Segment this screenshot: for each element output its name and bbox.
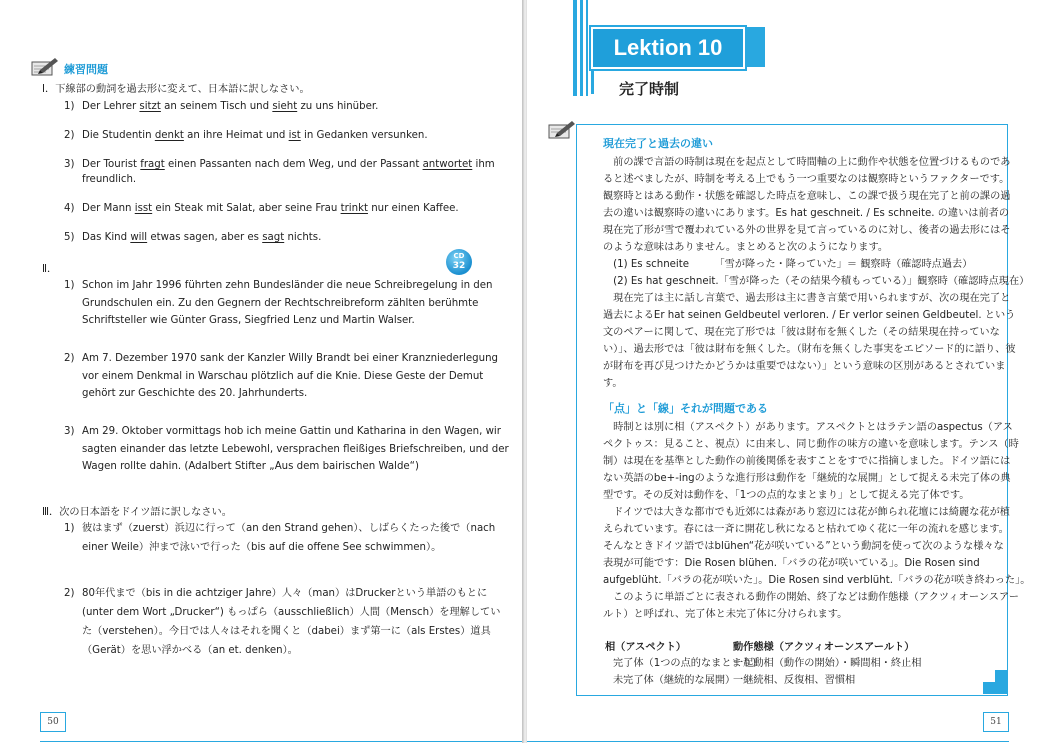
decor-bar [573,0,577,96]
frame-corner [983,682,1007,694]
paragraph-line: 過去によるEr hat seinen Geldbeutel verloren. / Er verlor seinen Geldbeutel. という [603,310,1016,321]
exercise-sentence [82,99,378,114]
table-row1-col2: 一起動相（動作の開始）・瞬間相・終止相 [733,658,922,669]
item-number: 3) [64,159,75,170]
paragraph-line: 制）は現在を基準とした動作の前後関係を表すことをすでに指摘しました。ドイツ語には [603,456,1011,467]
decor-bar [586,0,588,96]
underlined-verb: isst [134,203,153,214]
underlined-verb: denkt [154,130,184,141]
table-col2-header: 動作態様（アクツィオーンスアールト） [733,642,915,653]
text-line: （Gerät）を思い浮かべる（an et. denken）。 [82,645,298,656]
text-line: gehört zur Geschichte des 20. Jahrhunderts. [82,388,308,399]
exercise-sentence-cont: freundlich. [82,174,137,185]
exercise-title: 練習問題 [64,63,108,76]
paragraph-line: 観察時とはある動作・状態を確認した時点を意味し、この課で扱う現在完了と前の課の過 [603,191,1011,202]
sentence-fragment: ein Steak mit Salat, aber seine Frau [152,203,341,214]
sentence-fragment: an seinem Tisch und [160,101,273,112]
sentence-fragment: Der Tourist [82,159,141,170]
table-row2-col1: 未完了体（継続的な展開） [613,675,736,686]
text-line: た（verstehen）。今日では人々はそれを聞くと（dabei）まず第一に（als Erstes）道具 [82,626,491,637]
exercise-sentence [82,201,459,216]
section3-heading: Ⅲ．次の日本語をドイツ語に訳しなさい。 [42,507,232,518]
paragraph-line: ると述べましたが、時制を考える上でもう一つ重要なのは観察時というファクターです。 [603,174,1010,185]
paragraph-line: 前の課で言語の時制は現在を起点として時間軸の上に動作や状態を位置づけるものであ [603,157,1011,168]
sentence-fragment: Der Mann [82,203,135,214]
table-row1-col1: 完了体（1つの点的なまとまり） [613,658,763,669]
frame-corner [995,670,1007,682]
underlined-verb: antwortet [422,159,473,170]
sentence-fragment: etwas sagen, aber es [147,232,263,243]
section2-body [603,419,1030,623]
paragraph-line: ルト）と呼ばれ、完了体と未完了体に分けられます。 [603,609,848,620]
sentence-fragment: einen Passanten nach dem Weg, und der Passant [164,159,423,170]
text-line: Schriftsteller wie Günter Grass, Siegfried Lenz und Martin Walser. [82,315,415,326]
paragraph-line: ペクトゥス：見ること、視点）に由来し、同じ動作の味方の違いを意味します。テンス（時 [603,439,1019,450]
paragraph-line: このように単語ごとに表される動作の開始、終了などは動作態様（アクツィオーンスアー [603,592,1019,603]
item-number: 2) [64,588,75,599]
cd-track-badge[interactable] [446,249,472,275]
sentence-fragment: nichts. [284,232,322,243]
decor-bar [591,68,594,94]
lesson-title: Lektion 10 [591,27,745,69]
section2-heading: Ⅱ． [42,264,58,275]
text-line: (unter dem Wort „Drucker“) もっぱら（ausschließlich）人間（Mensch）を理解してい [82,607,501,618]
item-number: 2) [64,353,75,364]
item-number: 1) [64,523,75,534]
paragraph-line: 去の違いは観察時の違いにあります。Es hat geschneit. / Es schneite. の違いは前者の [603,208,1010,219]
cd-label: CD [453,252,465,260]
item-number: 2) [64,130,75,141]
paragraph-line: (2) Es hat geschneit.「雪が降った（その結果今積もっている）」観察時（確認時点現在） [603,276,1030,287]
pencil-notebook-icon [547,119,577,141]
section2-title: 「点」と「線」それが問題である [603,402,768,415]
paragraph-line: 型です。その反対は動作を、「1つの点的なまとまり」として捉える完了体です。 [603,490,970,501]
sentence-fragment: ihm [472,159,495,170]
cd-track-number: 32 [452,261,466,271]
paragraph-line: えられています。春には一斉に開花し秋になると枯れてゆく花に一年の流れを感じます。 [603,524,1009,535]
text-line: 80年代まで（bis in die achtziger Jahre）人々（man）はDruckerという単語のもとに [82,588,488,599]
paragraph-line: 文のペアーに関して、現在完了形では「彼は財布を無くした（その結果現在持っていな [603,327,1000,338]
item-number: 1) [64,101,75,112]
right-page [527,0,1049,743]
paragraph-line: (1) Es schneite 「雪が降った・降っていた」＝ 観察時（確認時点過去） [603,259,973,270]
sentence-fragment: Der Lehrer [82,101,140,112]
item-number: 4) [64,203,75,214]
text-line: sagten einander das letzte Lebewohl, versprachen fleißiges Briefschreiben, und der [82,443,509,455]
underlined-verb: sagt [262,232,285,243]
text-line: Wagen rollte dahin. (Adalbert Stifter „Aus dem bairischen Walde“) [82,461,419,472]
page-number-right: 51 [983,712,1009,732]
text-line: einer Weile）沖まで泳いで行った（bis auf die offene See schwimmen）。 [82,542,442,553]
paragraph-line: す。 [603,378,623,389]
section1-body [603,154,1029,392]
item-number: 3) [64,426,75,437]
section1-title: 現在完了と過去の違い [603,137,713,150]
paragraph-line: 現在完了形が雪で覆われている外の世界を見て言っているのに対し、後者の過去形にはそ [603,225,1011,236]
sentence-fragment: zu uns hinüber. [297,101,379,112]
page-number-left: 50 [40,712,66,732]
text-line: Am 7. Dezember 1970 sank der Kanzler Willy Brandt bei einer Kranzniederlegung [82,353,499,364]
item-number: 1) [64,280,75,291]
sentence-fragment: an ihre Heimat und [183,130,289,141]
decor-bar [580,0,583,96]
paragraph-line: ドイツでは大きな都市でも近郊には森があり窓辺には花が飾られ花壇には綺麗な花が植 [603,507,1010,518]
sentence-fragment: in Gedanken versunken. [300,130,428,141]
sentence-fragment: nur einen Kaffee. [367,203,459,214]
underlined-verb: fragt [140,159,165,170]
exercise-sentence [82,230,321,245]
text-line: 彼はまず（zuerst）浜辺に行って（an den Strand gehen）、しばらくたった後で（nach [82,523,496,534]
pencil-notebook-icon [30,56,60,78]
exercise-sentence [82,157,495,172]
text-line: Schon im Jahr 1996 führten zehn Bundesländer die neue Schreibregelung in den [82,280,493,291]
text-line: Am 29. Oktober vormittags hob ich meine Gattin und Katharina in den Wagen, wir [82,426,501,437]
underlined-verb: will [130,232,148,243]
item-number: 5) [64,232,75,243]
underlined-verb: ist [288,130,301,141]
text-line: Grundschulen ein. Zu den Gegnern der Rechtschreibreform zählten berühmte [82,297,479,309]
paragraph-line: 表現が可能です：Die Rosen blühen.「バラの花が咲いている」。Die Rosen sind [603,558,980,569]
sentence-fragment: Das Kind [82,232,131,243]
table-row2-col2: 一継続相、反復相、習慣相 [733,675,856,686]
exercise-sentence [82,128,428,143]
bottom-rule-left [40,741,522,742]
underlined-verb: sitzt [139,101,161,112]
paragraph-line: 時制とは別に相（アスペクト）があります。アスペクトとはラテン語のaspectus（アス [603,422,1013,433]
paragraph-line: aufgeblüht.「バラの花が咲いた」。Die Rosen sind verblüht.「バラの花が咲き終わった」。 [603,575,1031,586]
bottom-rule-right [527,741,1009,742]
paragraph-line: ない英語のbe+-ingのような進行形は動作を「継続的な展開」として捉える未完了体の典 [603,473,1011,484]
text-line: vor einem Denkmal in Warschau plötzlich auf die Knie. Diese Geste der Demut [82,370,484,382]
paragraph-line: のような意味はありません。まとめると次のようになります。 [603,242,889,253]
section1-heading: Ⅰ．下線部の動詞を過去形に変えて、日本語に訳しなさい。 [42,84,310,95]
paragraph-line: が財布を再び見つけたかどうかは重要ではない）」という意味の区別があるとされていま [603,361,1006,372]
table-col1-header: 相（アスペクト） [605,642,687,653]
paragraph-line: い）」、過去形では「彼は財布を無くした。（財布を無くした事実をエピソード的に語り、彼 [603,344,1016,355]
left-page [0,0,522,743]
sentence-fragment: Die Studentin [82,130,155,141]
underlined-verb: trinkt [340,203,368,214]
paragraph-line: そんなときドイツ語ではblühen“花が咲いている”という動詞を使って次のような様々な [603,541,1004,552]
underlined-verb: sieht [272,101,298,112]
paragraph-line: 現在完了は主に話し言葉で、過去形は主に書き言葉で用いられますが、次の現在完了と [603,293,1011,304]
lesson-subtitle: 完了時制 [619,80,680,98]
